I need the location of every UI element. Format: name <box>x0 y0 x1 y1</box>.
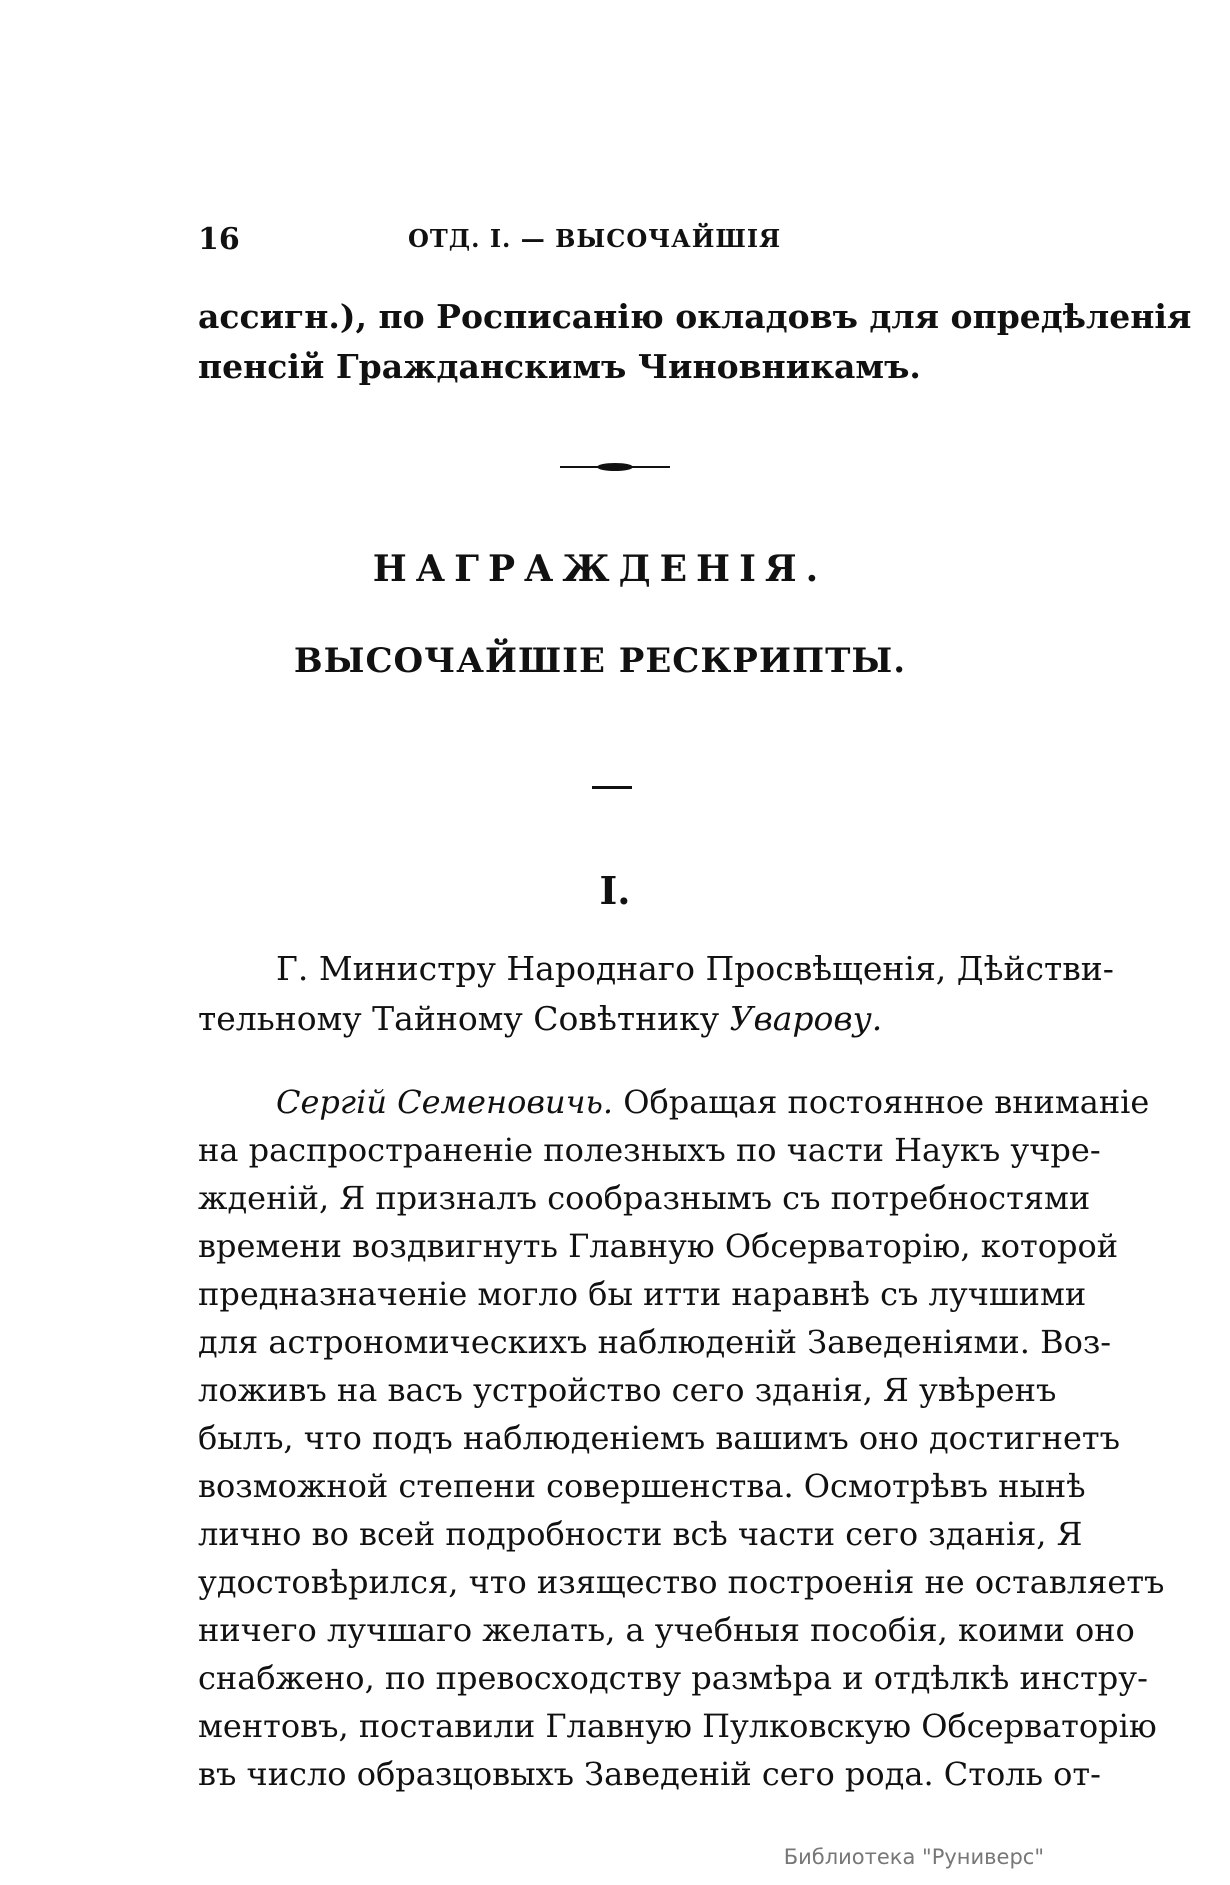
addressee <box>198 944 1114 1044</box>
text-line: ложивъ на васъ устройство сего зданія, Я увѣренъ <box>198 1371 1057 1409</box>
text-line: предназначеніе могло бы итти наравнѣ съ лучшими <box>198 1275 1087 1313</box>
addressee-line <box>198 994 1046 1044</box>
text-line: лично во всей подробности всѣ части сего зданія, Я <box>198 1515 1083 1553</box>
text-line: возможной степени совершенства. Осмотрѣвъ нынѣ <box>198 1467 1086 1505</box>
ornament-divider <box>560 460 670 474</box>
running-title: ОТД. I. — ВЫСОЧАЙШІЯ <box>408 224 782 253</box>
section-subheading: ВЫСОЧАЙШІЕ РЕСКРИПТЫ. <box>293 641 907 681</box>
text-line: для астрономическихъ наблюденій Заведеніями. Воз- <box>198 1323 1112 1361</box>
library-watermark: Библиотека "Руниверс" <box>783 1845 1044 1869</box>
text-line: на распространеніе полезныхъ по части Наукъ учре- <box>198 1131 1101 1169</box>
running-head <box>198 222 1038 258</box>
text-line: снабжено, по превосходству размѣра и отдѣлкѣ инстру- <box>198 1659 1148 1697</box>
text-line: ничего лучшаго желать, а учебныя пособія, коими оно <box>198 1611 1135 1649</box>
addressee-name: Уварову. <box>729 999 883 1038</box>
text-line: ассигн.), по Росписанію окладовъ для опредѣленія <box>198 297 1192 336</box>
text-line: удостовѣрился, что изящество построенія не оставляетъ <box>198 1563 1165 1601</box>
text-line: времени воздвигнуть Главную Обсерваторію, которой <box>198 1227 1119 1265</box>
addressee-title: тельному Тайному Совѣтнику <box>198 999 730 1038</box>
text-line: ментовъ, поставили Главную Пулковскую Обсерваторію <box>198 1707 1157 1745</box>
text-line: жденій, Я призналъ сообразнымъ съ потребностями <box>198 1179 1091 1217</box>
text-line: въ число образцовыхъ Заведеній сего рода. Столь от- <box>198 1755 1101 1793</box>
text-fragment: Обращая постоянное вниманіе <box>613 1083 1150 1121</box>
page-number: 16 <box>198 222 240 257</box>
rescript-number: I. <box>599 868 631 913</box>
dash-divider <box>592 786 632 789</box>
text-line: былъ, что подъ наблюденіемъ вашимъ оно достигнетъ <box>198 1419 1120 1457</box>
section-heading: НАГРАЖДЕНІЯ. <box>372 548 828 590</box>
continuation-paragraph <box>198 292 1192 392</box>
text-line: пенсій Гражданскимъ Чиновникамъ. <box>198 347 921 386</box>
addressee-line: Г. Министру Народнаго Просвѣщенія, Дѣйстви- <box>276 949 1114 988</box>
text-line <box>198 1078 1150 1126</box>
letter-body <box>198 1078 1165 1798</box>
salutation: Сергій Семеновичь. <box>276 1083 614 1121</box>
